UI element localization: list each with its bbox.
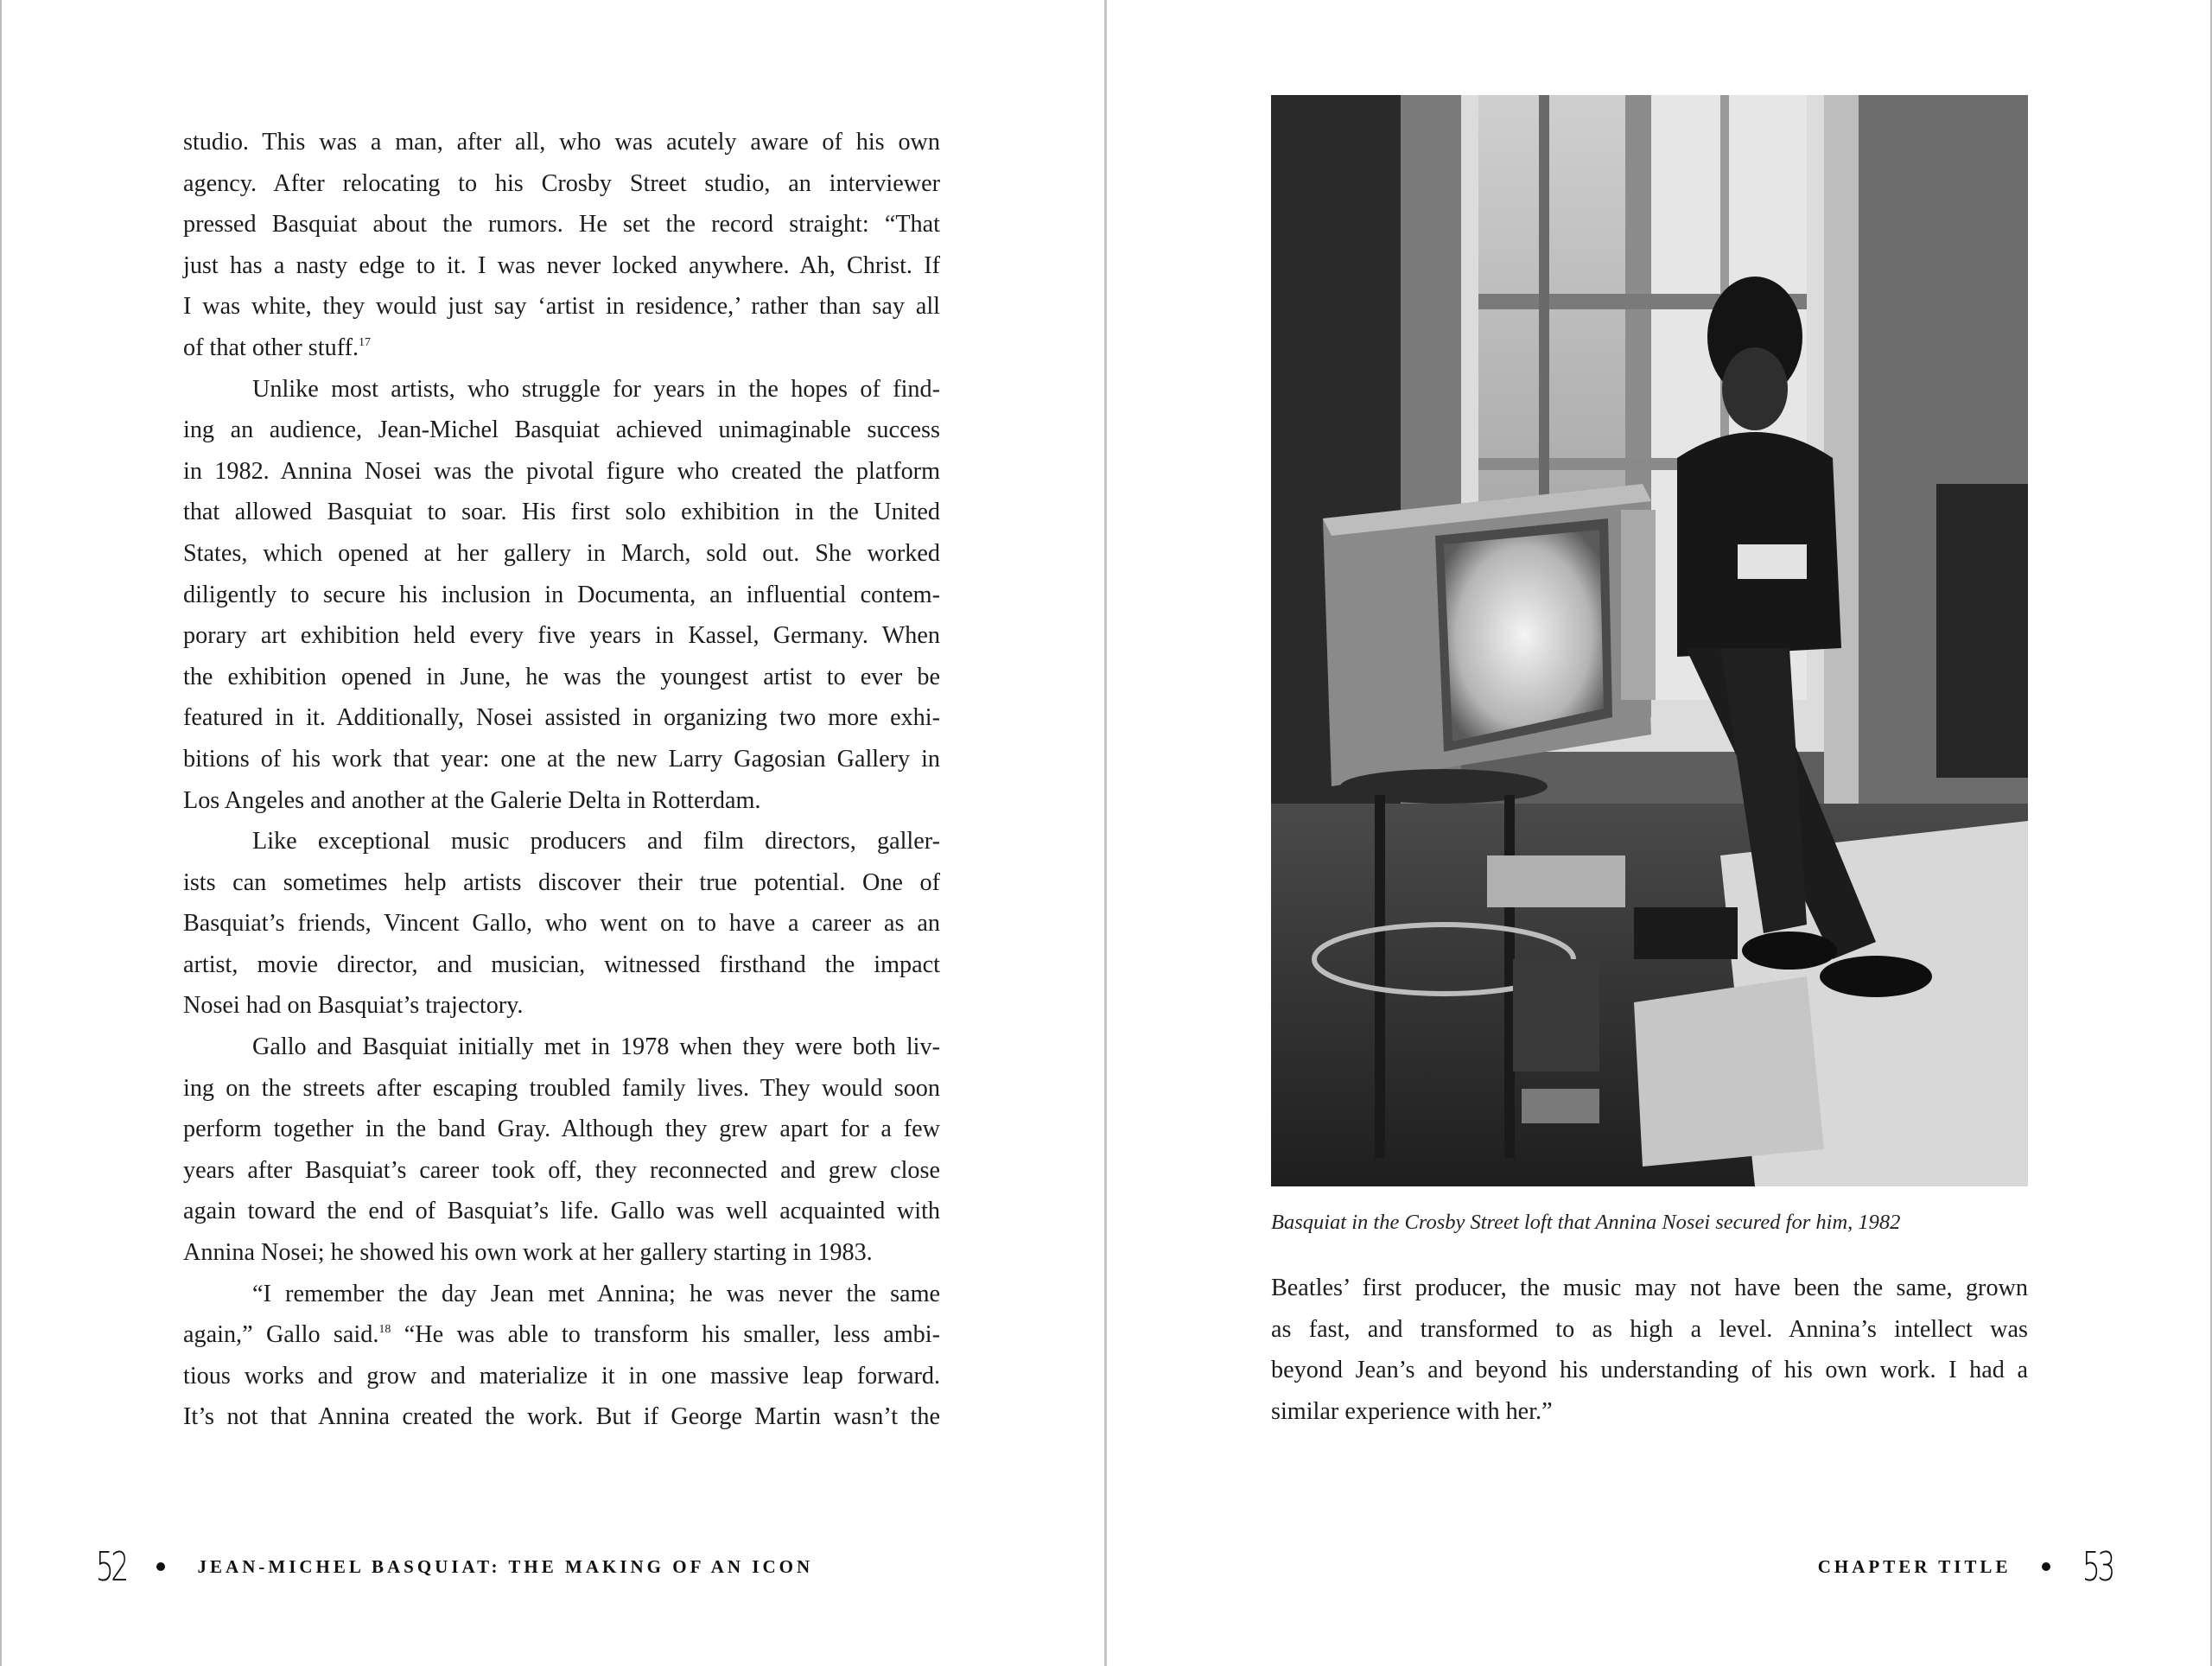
text-line: pressed Basquiat about the rumors. He set the record straight: “That [183,211,940,238]
right-footer [1818,1541,2119,1593]
text-line: the exhibition opened in June, he was the youngest artist to ever be [183,663,940,690]
text-line: that allowed Basquiat to soar. His first solo exhibition in the United [183,499,940,526]
text-line: artist, movie director, and musician, witnessed firsthand the impact [183,951,940,978]
text-line: Los Angeles and another at the Galerie Delta in Rotterdam. [183,786,761,814]
text-line: tious works and grow and materialize it in one massive leap forward. [183,1362,940,1389]
text-line: beyond Jean’s and beyond his understanding of his own work. I had a [1271,1357,2028,1384]
text-line: diligently to secure his inclusion in Documenta, an influential contem- [183,581,940,608]
left-body-text [183,122,940,1438]
text-line: It’s not that Annina created the work. But if George Martin wasn’t the [183,1403,940,1431]
left-page [0,0,1104,1666]
page-number-right: 53 [2082,1543,2113,1590]
text-line: Like exceptional music producers and film directors, galler- [252,828,940,855]
bullet-separator [2042,1562,2050,1571]
left-footer [90,1541,813,1593]
text-line: years after Basquiat’s career took off, they reconnected and grew close [183,1156,940,1184]
text-line: porary art exhibition held every five years in Kassel, Germany. When [183,622,940,650]
text-line: just has a nasty edge to it. I was never locked anywhere. Ah, Christ. If [183,251,940,279]
running-head-chapter-title: CHAPTER TITLE [1817,1555,2012,1577]
running-head-book-title: JEAN-MICHEL BASQUIAT: THE MAKING OF AN ICON [197,1555,814,1577]
text-line: Annina Nosei; he showed his own work at her gallery starting in 1983. [183,1239,873,1267]
text-line: similar experience with her.” [1271,1397,1553,1425]
text-line: Nosei had on Basquiat’s trajectory. [183,992,524,1020]
text-line: Beatles’ first producer, the music may not have been the same, grown [1271,1275,2028,1301]
text-line: States, which opened at her gallery in March, sold out. She worked [183,539,940,567]
text-line: agency. After relocating to his Crosby Street studio, an interviewer [183,169,940,197]
text-line: as fast, and transformed to as high a level. Annina’s intellect was [1271,1315,2028,1343]
text-line: studio. This was a man, after all, who was acutely aware of his own [183,129,940,156]
text-line: again toward the end of Basquiat’s life. Gallo was well acquainted with [183,1198,940,1225]
text-line: ing an audience, Jean-Michel Basquiat achieved unimaginable success [183,416,940,444]
basquiat-crosby-street-photo [1271,95,2028,1186]
text-line: featured in it. Additionally, Nosei assisted in organizing two more exhi- [183,704,940,732]
text-line: I was white, they would just say ‘artist in residence,’ rather than say all [183,293,940,321]
footnote-marker[interactable]: 18 [378,1323,391,1337]
text-line: ing on the streets after escaping troubled family lives. They would soon [183,1074,940,1102]
text-line: of that other stuff.$^{17}$ [183,334,372,361]
right-page [1107,0,2212,1666]
text-line: “I remember the day Jean met Annina; he was never the same [252,1280,940,1307]
text-line: Gallo and Basquiat initially met in 1978 when they were both liv- [252,1033,940,1061]
text-line: in 1982. Annina Nosei was the pivotal figure who created the platform [183,457,940,485]
footnote-marker[interactable]: 17 [359,335,372,349]
photo-caption: Basquiat in the Crosby Street loft that Annina Nosei secured for him, 1982 [1271,1211,1901,1234]
page-number-left: 52 [95,1543,126,1590]
text-line: Unlike most artists, who struggle for years in the hopes of find- [252,375,940,403]
text-line: bitions of his work that year: one at the new Larry Gagosian Gallery in [183,745,940,773]
bullet-separator [156,1562,165,1571]
text-line: perform together in the band Gray. Although they grew apart for a few [183,1116,940,1143]
text-line: Basquiat’s friends, Vincent Gallo, who went on to have a career as an [183,910,940,938]
text-line: again,” Gallo said.$^{18}$ “He was able to transform his smaller, less ambi- [183,1321,940,1349]
text-line: ists can sometimes help artists discover their true potential. One of [183,868,940,896]
right-body-text [1271,1268,2028,1432]
